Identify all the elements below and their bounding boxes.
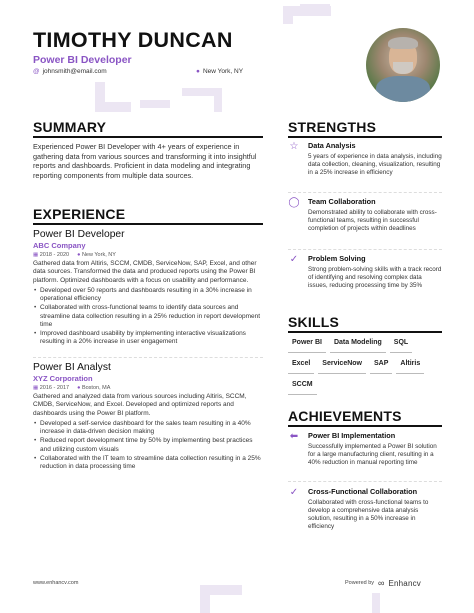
job-entry [33, 229, 265, 347]
candidate-name: TIMOTHY DUNCAN [33, 28, 233, 52]
experience-heading: EXPERIENCE [33, 206, 126, 222]
strength-item [288, 197, 443, 233]
job-entry [33, 362, 265, 472]
job-title: Power BI Analyst [33, 362, 111, 373]
lightning-icon: ⬅ [289, 431, 299, 442]
candidate-title: Power BI Developer [33, 54, 132, 66]
location-pin-icon: ● [77, 385, 81, 391]
job-dates: 2016 - 2017 [39, 385, 70, 391]
strength-desc: 5 years of experience in data analysis, including data collection, cleaning, visualization, resulting in a 25% increase in efficiency [308, 153, 442, 177]
star-icon: ☆ [289, 141, 299, 152]
skill-tag: Altiris [396, 357, 424, 374]
powered-by-text: Powered by [345, 580, 375, 586]
achievement-item [288, 487, 443, 531]
job-company: ABC Company [33, 241, 86, 250]
skill-tag: ServiceNow [318, 357, 366, 374]
location-pin-icon: ● [196, 68, 200, 75]
strength-desc: Strong problem-solving skills with a track record of identifying and resolving complex data issues, reducing processing time by 35% [308, 266, 442, 290]
at-icon: @ [33, 68, 40, 75]
job-dates: 2018 - 2020 [39, 252, 70, 258]
decorative-bracket [95, 82, 131, 112]
job-location: Boston, MA [81, 385, 111, 391]
job-bullet: • Improved dashboard usability by implementing interactive visualizations resulting in a 20% increase in user engagement [33, 330, 265, 346]
job-bullet: • Developed a self-service dashboard for the sales team resulting in a 40% increase in data-driven decision making [33, 420, 265, 436]
calendar-icon: ▦ [33, 385, 39, 391]
checkmark-icon: ✓ [289, 487, 299, 498]
calendar-icon: ▦ [33, 252, 39, 258]
job-bullets [33, 420, 265, 471]
section-divider [288, 331, 442, 333]
enhancv-logo-icon: ∞ [378, 578, 385, 588]
footer-website[interactable]: www.enhancv.com [33, 580, 79, 586]
job-bullet: • Collaborated with cross-functional teams to identify data sources and streamline data collection resulting in a 25% reduction in report development time [33, 304, 265, 329]
location-text: New York, NY [202, 68, 244, 75]
checkmark-icon: ✓ [289, 254, 299, 265]
skill-tag: SCCM [288, 378, 317, 395]
job-bullet: • Developed over 50 reports and dashboards resulting in a 30% increase in operational efficiency [33, 287, 265, 303]
strength-title: Team Collaboration [308, 197, 376, 206]
job-location: New York, NY [81, 252, 116, 258]
brand-name: Enhancv [388, 578, 422, 588]
strength-divider [288, 249, 442, 250]
strength-item [288, 254, 443, 290]
decorative-bracket [140, 100, 170, 112]
decorative-bracket [182, 88, 222, 112]
achievement-desc: Successfully implemented a Power BI solution for a large manufacturing client, resulting in a 40% reduction in manual reporting time [308, 443, 437, 467]
job-divider [33, 357, 263, 358]
contact-email[interactable] [33, 68, 107, 75]
achievement-title: Cross-Functional Collaboration [308, 487, 418, 496]
job-meta [33, 252, 265, 258]
strength-item [288, 141, 443, 177]
section-divider [33, 136, 263, 138]
profile-photo [366, 28, 440, 102]
skill-tag: Excel [288, 357, 314, 374]
job-bullets [33, 287, 265, 346]
job-title: Power BI Developer [33, 229, 125, 240]
achievement-item [288, 431, 443, 467]
strength-desc: Demonstrated ability to collaborate with cross-functional teams, resulting in successful completion of projects within deadlines [308, 209, 437, 233]
skills-heading: SKILLS [288, 314, 339, 330]
lightbulb-icon: ◯ [288, 197, 300, 208]
decorative-bracket [372, 593, 392, 613]
contact-location [196, 68, 243, 75]
summary-text: Experienced Power BI Developer with 4+ years of experience in gathering data from various sources and transforming it into insightful reports and dashboards. Proficient in data modeling and integrating reporting components from multiple data sources. [33, 142, 257, 181]
strengths-heading: STRENGTHS [288, 119, 377, 135]
decorative-bracket [300, 4, 330, 16]
strength-divider [288, 192, 442, 193]
section-divider [33, 223, 263, 225]
section-divider [288, 425, 442, 427]
strength-title: Problem Solving [308, 254, 366, 263]
strength-title: Data Analysis [308, 141, 356, 150]
job-bullet: • Collaborated with the IT team to streamline data collection resulting in a 25% reduction in data processing time [33, 455, 265, 471]
job-description: Gathered data from Altiris, SCCM, CMDB, ServiceNow, SAP, Excel, and other data sources. Transformed the data and produced reports using the Power BI platform. Optimized dashboards with a focus on usability and performance. [33, 260, 257, 284]
skills-list [288, 336, 443, 395]
location-pin-icon: ● [77, 252, 81, 258]
section-divider [288, 136, 442, 138]
job-bullet: • Reduced report development time by 50% by implementing best practices and utilizing custom visuals [33, 437, 265, 453]
skill-tag: SAP [370, 357, 392, 374]
skill-tag: SQL [390, 336, 412, 353]
achievements-heading: ACHIEVEMENTS [288, 408, 402, 424]
summary-heading: SUMMARY [33, 119, 107, 135]
job-meta [33, 385, 265, 391]
footer-branding [345, 578, 421, 588]
skill-tag: Data Modeling [330, 336, 386, 353]
decorative-bracket [200, 585, 242, 613]
skill-tag: Power BI [288, 336, 326, 353]
achievement-title: Power BI Implementation [308, 431, 396, 440]
job-company: XYZ Corporation [33, 374, 93, 383]
email-text: johnsmith@email.com [42, 68, 107, 75]
job-description: Gathered and analyzed data from various sources including Altiris, SCCM, CMDB, ServiceNow, and Excel. Developed and optimized reports and dashboards using the Power BI platform. [33, 393, 247, 417]
achievement-desc: Collaborated with cross-functional teams to develop a comprehensive data analysis solution, resulting in a 50% increase in efficiency [308, 499, 429, 531]
achievement-divider [288, 481, 442, 482]
